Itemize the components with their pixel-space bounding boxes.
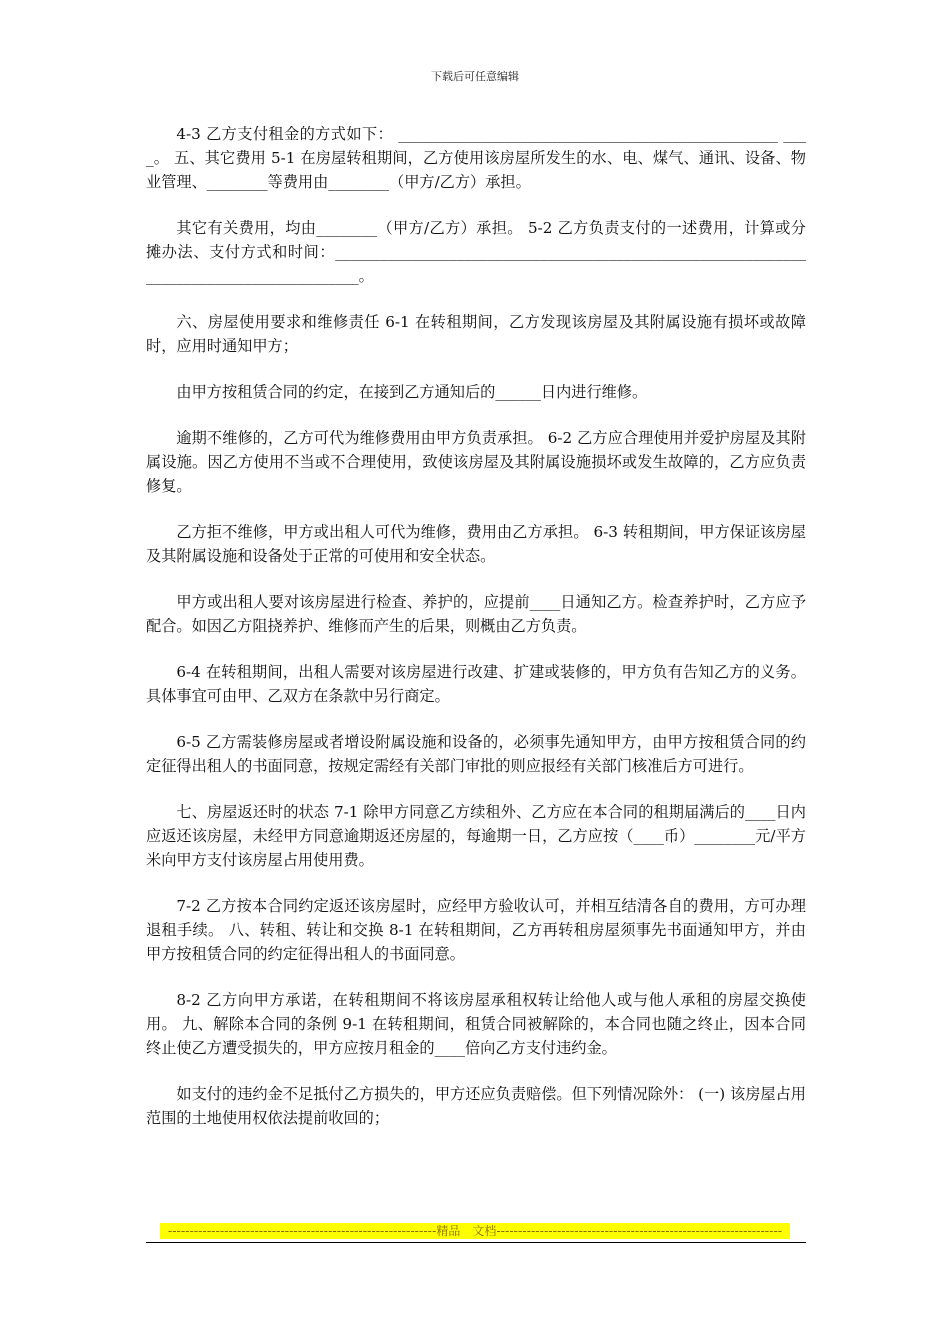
footer-divider — [146, 1242, 806, 1243]
paragraph-overdue-repair: 逾期不维修的，乙方可代为维修费用由甲方负责承担。 6-2 乙方应合理使用并爱护房屋及其附属设施。因乙方使用不当或不合理使用，致使该房屋及其附属设施损坏或发生故障的，乙方应负责修复。 — [146, 429, 806, 495]
paragraph-no-transfer: 8-2 乙方向甲方承诺，在转租期间不将该房屋承租权转让给他人或与他人承租的房屋交换使用。 九、解除本合同的条例 9-1 在转租期间，租赁合同被解除的，本合同也随之终止，因本合同终止使乙方遭受损失的，甲方应按月租金的____倍向乙方支付违约金。 — [146, 991, 806, 1057]
document-body — [146, 122, 806, 1152]
paragraph-renovation-notice: 6-4 在转租期间，出租人需要对该房屋进行改建、扩建或装修的，甲方负有告知乙方的义务。具体事宜可由甲、乙双方在条款中另行商定。 — [146, 663, 806, 705]
page-header: 下载后可任意编辑 — [431, 70, 519, 83]
paragraph-decoration: 6-5 乙方需装修房屋或者增设附属设施和设备的，必须事先通知甲方，由甲方按租赁合同的约定征得出租人的书面同意，按规定需经有关部门审批的则应报经有关部门核准后方可进行。 — [146, 733, 806, 775]
paragraph-return-acceptance: 7-2 乙方按本合同约定返还该房屋时，应经甲方验收认可，并相互结清各自的费用，方可办理退租手续。 八、转租、转让和交换 8-1 在转租期间，乙方再转租房屋须事先书面通知甲方，并由甲方按租赁合同的约定征得出租人的书面同意。 — [146, 897, 806, 963]
paragraph-refuse-repair: 乙方拒不维修，甲方或出租人可代为维修，费用由乙方承担。 6-3 转租期间，甲方保证该房屋及其附属设施和设备处于正常的可使用和安全状态。 — [146, 523, 806, 565]
paragraph-repair-days: 由甲方按租赁合同的约定，在接到乙方通知后的______日内进行维修。 — [176, 383, 648, 401]
paragraph-inspection: 甲方或出租人要对该房屋进行检查、养护的，应提前____日通知乙方。检查养护时，乙方应予配合。如因乙方阻挠养护、维修而产生的后果，则概由乙方负责。 — [146, 593, 806, 635]
paragraph-usage-maintenance: 六、房屋使用要求和维修责任 6-1 在转租期间，乙方发现该房屋及其附属设施有损坏或故障时，应用时通知甲方； — [146, 313, 806, 355]
paragraph-return-state: 七、房屋返还时的状态 7-1 除甲方同意乙方续租外、乙方应在本合同的租期届满后的____日内应返还该房屋，未经甲方同意逾期返还房屋的，每逾期一日，乙方应按（____币）________元/平方米向甲方支付该房屋占用使用费。 — [146, 803, 806, 869]
paragraph-other-fees: 其它有关费用，均由________（甲方/乙方）承担。 5-2 乙方负责支付的一述费用，计算或分摊办法、支付方式和时间：__________________________________________________________________________________________。 — [146, 219, 806, 285]
paragraph-payment-method: 4-3 乙方支付租金的方式如下： __________________________________________________ ____。 五、其它费用 5-1 在房屋转租期间，乙方使用该房屋所发生的水、电、煤气、通讯、设备、物业管理、________等费用由________（甲方/乙方）承担。 — [146, 125, 806, 191]
footer-highlight-banner: --------------------------------------------------------------精品 文档------------------------------------------------------------------ — [160, 1223, 790, 1239]
paragraph-compensation: 如支付的违约金不足抵付乙方损失的，甲方还应负责赔偿。但下列情况除外： (一) 该房屋占用范围的土地使用权依法提前收回的； — [146, 1085, 806, 1127]
